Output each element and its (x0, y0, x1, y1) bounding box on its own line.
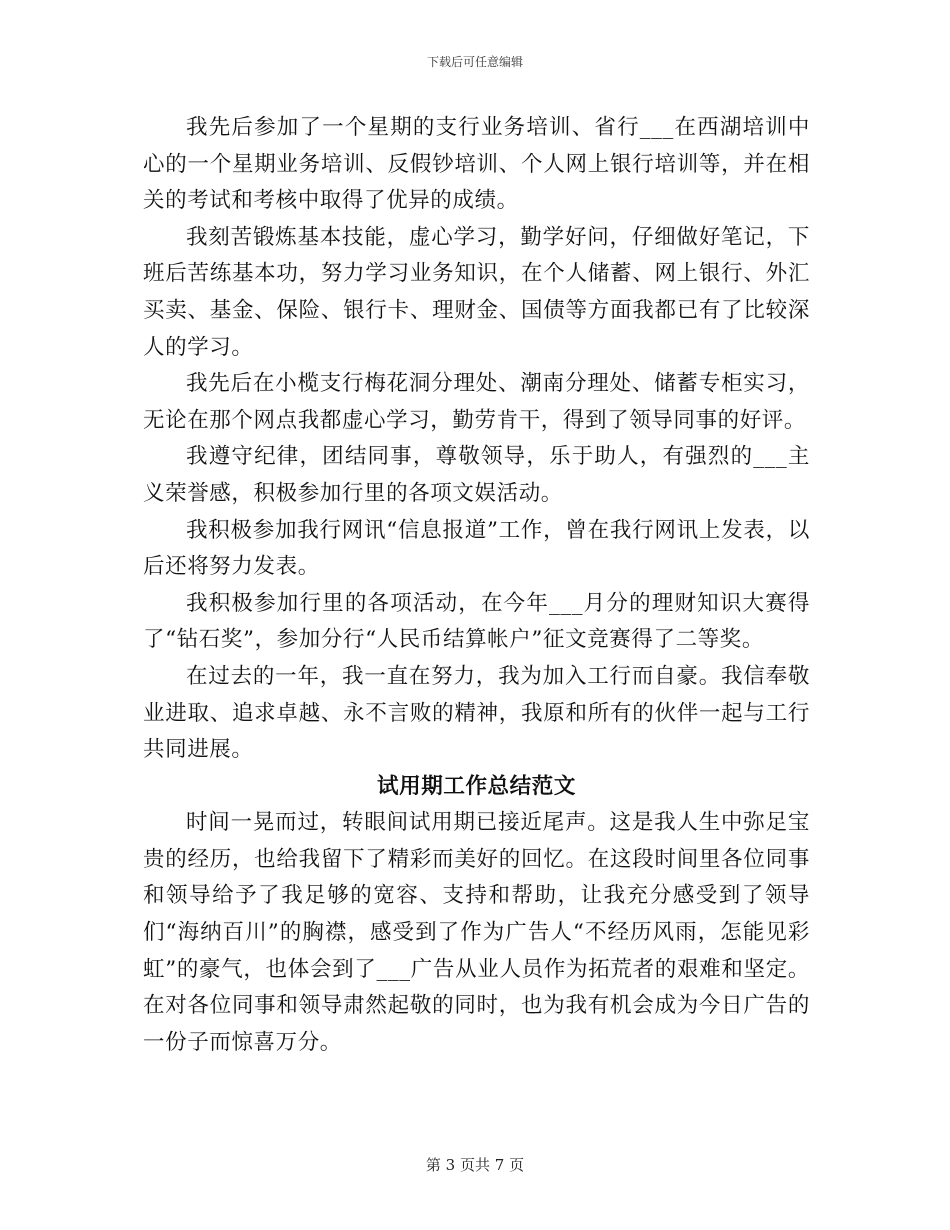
paragraph-probation: 时间一晃而过，转眼间试用期已接近尾声。这是我人生中弥足宝贵的经历，也给我留下了精彩而美好的回忆。在这段时间里各位同事和领导给予了我足够的宽容、支持和帮助，让我充分感受到了领导们“海纳百川”的胸襟，感受到了作为广告人“不经历风雨，怎能见彩虹”的豪气，也体会到了___广告从业人员作为拓荒者的艰难和坚定。在对各位同事和领导肃然起敬的同时，也为我有机会成为今日广告的一份子而惊喜万分。 (143, 810, 810, 1055)
document-body (143, 110, 810, 1061)
paragraph-activities: 我积极参加行里的各项活动，在今年___月分的理财知识大赛得了“钻石奖”，参加分行“人民币结算帐户”征文竞赛得了二等奖。 (143, 590, 810, 653)
page-number: 第 3 页共 7 页 (425, 1156, 525, 1174)
page-header: 下载后可任意编辑 (426, 55, 523, 69)
paragraph-summary: 在过去的一年，我一直在努力，我为加入工行而自豪。我信奉敬业进取、追求卓越、永不言败的精神，我原和所有的伙伴一起与工行共同进展。 (143, 663, 810, 763)
paragraph-training: 我先后参加了一个星期的支行业务培训、省行___在西湖培训中心的一个星期业务培训、反假钞培训、个人网上银行培训等，并在相关的考试和考核中取得了优异的成绩。 (143, 115, 810, 214)
paragraph-newsletter: 我积极参加我行网讯“信息报道”工作，曾在我行网讯上发表，以后还将努力发表。 (143, 517, 810, 580)
paragraph-skills: 我刻苦锻炼基本技能，虚心学习，勤学好问，仔细做好笔记，下班后苦练基本功，努力学习业务知识，在个人储蓄、网上银行、外汇买卖、基金、保险、银行卡、理财金、国债等方面我都已有了比较深人的学习。 (143, 224, 810, 360)
paragraph-internship: 我先后在小榄支行梅花洞分理处、潮南分理处、储蓄专柜实习，无论在那个网点我都虚心学习，勤劳肯干，得到了领导同事的好评。 (143, 371, 810, 433)
section-title: 试用期工作总结范文 (377, 773, 576, 799)
paragraph-discipline: 我遵守纪律，团结同事，尊敬领导，乐于助人，有强烈的___主义荣誉感，积极参加行里的各项文娱活动。 (143, 444, 810, 506)
